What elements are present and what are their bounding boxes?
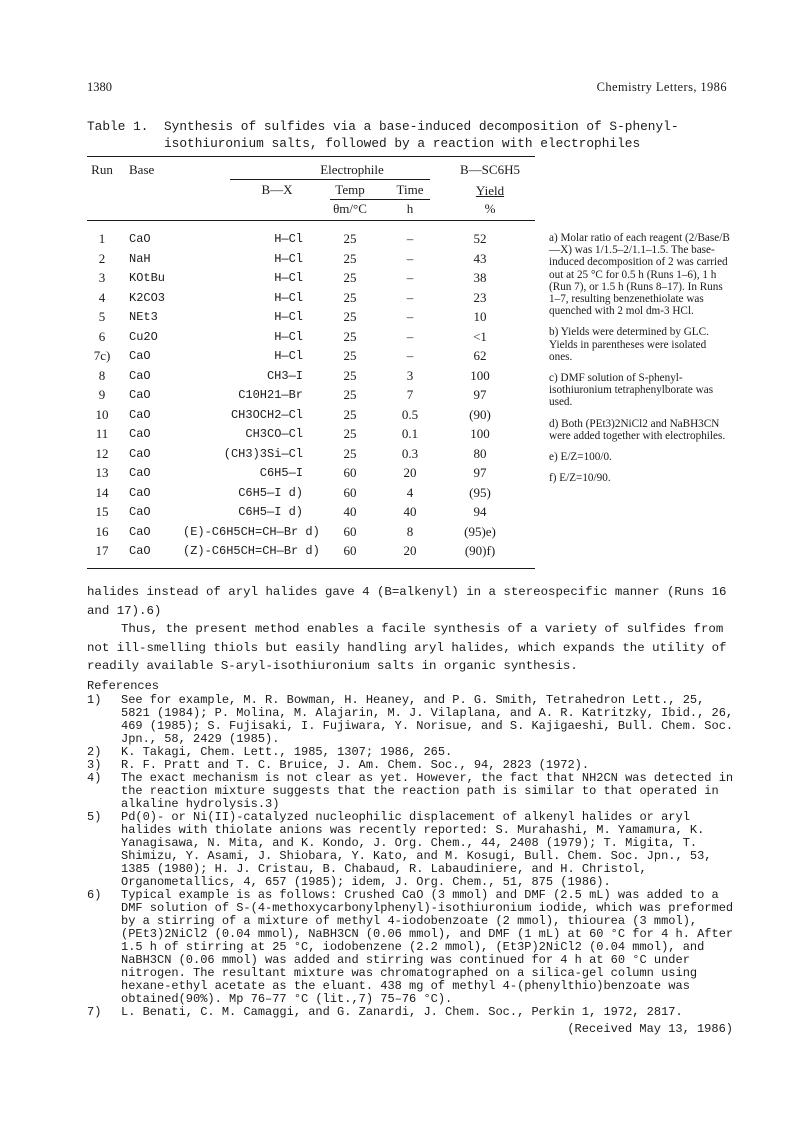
cell-run: 1 xyxy=(98,231,106,246)
cell-base: CaO xyxy=(129,485,151,500)
table-footnotes xyxy=(549,232,731,493)
cell-yield: (95) xyxy=(469,484,491,500)
cell-yield: 97 xyxy=(473,387,487,402)
table-header-rule xyxy=(87,220,535,221)
header-run: Run xyxy=(91,162,113,177)
reference-number: 7) xyxy=(87,1005,102,1019)
cell-electrophile: H—Cl xyxy=(274,310,303,324)
cell-yield: 38 xyxy=(473,270,487,285)
reference-item xyxy=(87,889,737,1006)
reference-number: 1) xyxy=(87,693,102,707)
table-caption-text: Synthesis of sulfides via a base-induced decomposition of S-phenyl-isothiuronium salts, followed by a reaction with electrophiles xyxy=(164,119,679,151)
cell-electrophile: C6H5—I d) xyxy=(238,485,303,500)
header-base: Base xyxy=(129,162,155,177)
reference-text: L. Benati, C. M. Camaggi, and G. Zanardi, J. Chem. Soc., Perkin 1, 1972, 2817. xyxy=(121,1005,683,1019)
page-header xyxy=(87,80,727,98)
cell-temp: 25 xyxy=(343,289,357,305)
reference-number: 4) xyxy=(87,771,102,785)
cell-yield: 94 xyxy=(473,504,487,519)
cell-run: 4 xyxy=(98,289,106,305)
cell-base: CaO xyxy=(129,427,151,441)
cell-yield: 43 xyxy=(473,250,487,266)
cell-base: CaO xyxy=(129,505,151,519)
cell-base: CaO xyxy=(129,368,151,383)
electrophile-rule xyxy=(230,179,430,180)
header-time: Time xyxy=(396,182,424,197)
cell-electrophile: C6H5—I xyxy=(259,466,303,480)
cell-time: 0.1 xyxy=(401,426,419,441)
cell-electrophile: C6H5—I d) xyxy=(238,505,303,519)
cell-run: 7c) xyxy=(93,348,111,363)
cell-time: – xyxy=(406,309,414,324)
results-table xyxy=(87,156,535,576)
reference-text: The exact mechanism is not clear as yet. However, the fact that NH2CN was detected in the reaction mixture suggests that the reaction path is similar to that operated in alkaline hydrolysis.3) xyxy=(121,771,734,811)
cell-time: 0.3 xyxy=(401,445,419,461)
cell-run: 15 xyxy=(95,504,109,519)
cell-yield: (90)f) xyxy=(464,543,496,558)
cell-base: CaO xyxy=(129,232,151,246)
cell-temp: 25 xyxy=(343,348,357,363)
cell-time: – xyxy=(406,328,414,344)
journal-name: Chemistry Letters, 1986 xyxy=(596,80,727,94)
cell-electrophile: CH3—I xyxy=(266,368,303,383)
cell-run: 3 xyxy=(98,270,106,285)
cell-temp: 25 xyxy=(343,445,357,461)
cell-electrophile: (CH3)3Si—Cl xyxy=(223,446,303,461)
footnote-e: e) E/Z=100/0. xyxy=(549,451,612,464)
reference-text: Pd(0)- or Ni(II)-catalyzed nucleophilic displacement of alkenyl halides or aryl halides with thiolate anions was recently reported: S. Murahashi, M. Yamamura, K. Yanagisawa, N. Mita, and K. Kondo, J. Org. Chem., 44, 2408 (1979); T. Migita, T. Shimizu, Y. Asami, J. Shiobara, Y. Kato, and M. Kosugi, Bull. Chem. Soc. Jpn., 53, 1385 (1980); H. J. Cristau, B. Chabaud, R. Labaudiniere, and H. Christol, Organometallics, 4, 657 (1985); idem, J. Org. Chem., 51, 875 (1986). xyxy=(121,810,712,889)
cell-electrophile: H—Cl xyxy=(274,329,303,344)
references-title: References xyxy=(87,679,160,693)
body-paragraph-1: halides instead of aryl halides gave 4 (B=alkenyl) in a stereospecific manner (Runs 16 and 17).6) xyxy=(87,585,727,618)
cell-electrophile: (Z)-C6H5CH=CH—Br d) xyxy=(183,544,320,558)
cell-temp: 25 xyxy=(343,426,357,441)
cell-temp: 25 xyxy=(343,328,357,344)
cell-time: – xyxy=(406,270,414,285)
reference-number: 5) xyxy=(87,810,102,824)
cell-yield: 52 xyxy=(473,231,487,246)
cell-base: CaO xyxy=(129,446,151,461)
cell-temp: 60 xyxy=(343,484,357,500)
reference-text: R. F. Pratt and T. C. Bruice, J. Am. Chem. Soc., 94, 2823 (1972). xyxy=(121,758,590,772)
table-bottom-rule xyxy=(87,568,535,569)
page-number: 1380 xyxy=(87,80,112,94)
cell-time: 3 xyxy=(406,367,414,383)
cell-electrophile: C10H21—Br xyxy=(238,388,303,402)
temp-time-rule xyxy=(330,199,430,200)
reference-text: K. Takagi, Chem. Lett., 1985, 1307; 1986, 265. xyxy=(121,745,453,759)
cell-run: 16 xyxy=(95,523,109,539)
cell-run: 5 xyxy=(98,309,106,324)
cell-base: CaO xyxy=(129,466,151,480)
references-section xyxy=(87,680,737,1019)
cell-run: 13 xyxy=(95,465,109,480)
cell-run: 6 xyxy=(98,328,106,344)
cell-yield: 100 xyxy=(470,426,490,441)
cell-base: NEt3 xyxy=(129,310,158,324)
cell-temp: 25 xyxy=(343,231,357,246)
reference-number: 3) xyxy=(87,758,102,772)
cell-yield: 100 xyxy=(470,367,490,383)
cell-base: CaO xyxy=(129,407,151,422)
cell-temp: 60 xyxy=(343,543,357,558)
cell-yield: 23 xyxy=(473,289,487,305)
cell-base: CaO xyxy=(129,388,151,402)
cell-time: 20 xyxy=(403,543,417,558)
cell-base: CaO xyxy=(129,544,151,558)
cell-electrophile: H—Cl xyxy=(274,251,303,266)
cell-electrophile: CH3OCH2—Cl xyxy=(230,407,303,422)
cell-yield: 97 xyxy=(473,465,487,480)
cell-electrophile: (E)-C6H5CH=CH—Br d) xyxy=(183,524,320,539)
received-date: (Received May 13, 1986) xyxy=(567,1022,733,1036)
cell-run: 12 xyxy=(95,445,109,461)
cell-yield: <1 xyxy=(473,328,487,344)
reference-item xyxy=(87,811,737,889)
reference-text: See for example, M. R. Bowman, H. Heaney, and P. G. Smith, Tetrahedron Lett., 25, 5821 (1984); P. Molina, M. Alajarin, M. J. Vilaplana, and A. R. Katritzky, Ibid., 26, 469 (1985); S. Fujisaki, I. Fujiwara, Y. Norisue, and S. Kajigaeshi, Bull. Chem. Soc. Jpn., 58, 2429 (1985). xyxy=(121,693,734,746)
body-paragraph-2: Thus, the present method enables a facile synthesis of a variety of sulfides from not ill-smelling thiols but easily handling aryl halides, which expands the utility of readily available S-aryl-isothiuronium salts in organic synthesis. xyxy=(87,622,727,673)
cell-run: 11 xyxy=(95,426,109,441)
cell-base: CaO xyxy=(129,349,151,363)
cell-electrophile: H—Cl xyxy=(274,290,303,305)
header-electrophile: Electrophile xyxy=(320,162,384,177)
reference-item xyxy=(87,772,737,811)
header-product: B—SC6H5 xyxy=(460,162,520,177)
cell-time: 7 xyxy=(406,387,414,402)
cell-time: 0.5 xyxy=(401,406,419,422)
cell-time: 4 xyxy=(406,484,414,500)
cell-run: 8 xyxy=(98,367,106,383)
cell-base: K2CO3 xyxy=(129,290,166,305)
cell-electrophile: H—Cl xyxy=(274,232,303,246)
reference-text: Typical example is as follows: Crushed CaO (3 mmol) and DMF (2.5 mL) was added to a DMF solution of S-(4-methoxycarbonylphenyl)-isothiuronium iodide, which was preformed by a stirring of a mixture of methyl 4-iodobenzoate (2 mmol), thiourea (3 mmol), (PEt3)2NiCl2 (0.04 mmol), NaBH3CN (0.06 mmol), and DMF (1 mL) at 60 °C for 4 h. After 1.5 h of stirring at 25 °C, iodobenzene (2.2 mmol), (Et3P)2NiCl2 (0.04 mmol), and NaBH3CN (0.06 mmol) was added and stirring was continued for 4 h at 60 °C under nitrogen. The resultant mixture was chromatographed on a silica-gel column using hexane-ethyl acetate as the eluant. 438 mg of methyl 4-(phenylthio)benzoate was obtained(90%). Mp 76–77 °C (lit.,7) 75–76 °C). xyxy=(121,888,734,1006)
reference-item xyxy=(87,1006,737,1019)
cell-temp: 25 xyxy=(343,406,357,422)
cell-run: 2 xyxy=(98,250,106,266)
cell-temp: 25 xyxy=(343,367,357,383)
cell-electrophile: CH3CO—Cl xyxy=(245,427,303,441)
cell-temp: 60 xyxy=(343,465,357,480)
footnote-f: f) E/Z=10/90. xyxy=(549,472,611,485)
cell-time: – xyxy=(406,289,414,305)
cell-time: 20 xyxy=(403,465,417,480)
cell-time: 8 xyxy=(406,523,414,539)
cell-yield: 10 xyxy=(473,309,487,324)
footnote-b: b) Yields were determined by GLC. Yields in parentheses were isolated ones. xyxy=(549,326,709,363)
reference-number: 6) xyxy=(87,888,102,902)
footnote-c: c) DMF solution of S-phenyl-isothiuronium tetraphenylborate was used. xyxy=(549,372,714,409)
cell-run: 14 xyxy=(95,484,109,500)
footnote-d: d) Both (PEt3)2NiCl2 and NaBH3CN were added together with electrophiles. xyxy=(549,417,726,442)
cell-base: Cu2O xyxy=(129,329,158,344)
cell-run: 9 xyxy=(98,387,106,402)
header-yield: Yield xyxy=(475,183,505,198)
cell-base: CaO xyxy=(129,524,151,539)
cell-time: – xyxy=(406,250,414,266)
reference-number: 2) xyxy=(87,745,102,759)
cell-yield: (90) xyxy=(469,406,491,422)
cell-time: – xyxy=(406,231,414,246)
cell-electrophile: H—Cl xyxy=(274,349,303,363)
header-yield-unit: % xyxy=(484,201,496,216)
table-top-rule xyxy=(87,156,535,157)
body-text xyxy=(87,583,727,676)
cell-time: 40 xyxy=(403,504,417,519)
footnote-a: a) Molar ratio of each reagent (2/Base/B—X) was 1/1.5–2/1.1–1.5. The base-induced decomposition of 2 was carried out at 25 °C for 0.5 h (Runs 1–6), 1 h (Run 7), or 1.5 h (Runs 8–17). In Runs 1–7, resulting benzenethiolate was quenched with 2 mol dm-3 HCl. xyxy=(549,232,730,318)
cell-base: NaH xyxy=(129,251,151,266)
cell-run: 10 xyxy=(95,406,109,422)
references-list xyxy=(87,694,737,1019)
cell-yield: 80 xyxy=(473,445,487,461)
cell-base: KOtBu xyxy=(129,271,166,285)
table-label: Table 1. xyxy=(87,119,149,134)
cell-yield: 62 xyxy=(473,348,487,363)
cell-temp: 25 xyxy=(343,309,357,324)
cell-temp: 60 xyxy=(343,523,357,539)
cell-run: 17 xyxy=(95,543,109,558)
cell-temp: 25 xyxy=(343,270,357,285)
cell-electrophile: H—Cl xyxy=(274,271,303,285)
header-temp: Temp xyxy=(335,182,365,197)
header-bx: B—X xyxy=(261,182,293,197)
cell-temp: 25 xyxy=(343,387,357,402)
cell-temp: 25 xyxy=(343,250,357,266)
cell-yield: (95)e) xyxy=(464,523,496,539)
cell-temp: 40 xyxy=(343,504,357,519)
reference-item xyxy=(87,694,737,746)
header-time-unit: h xyxy=(406,201,414,216)
cell-time: – xyxy=(406,348,414,363)
header-temp-unit: θm/°C xyxy=(333,201,367,216)
